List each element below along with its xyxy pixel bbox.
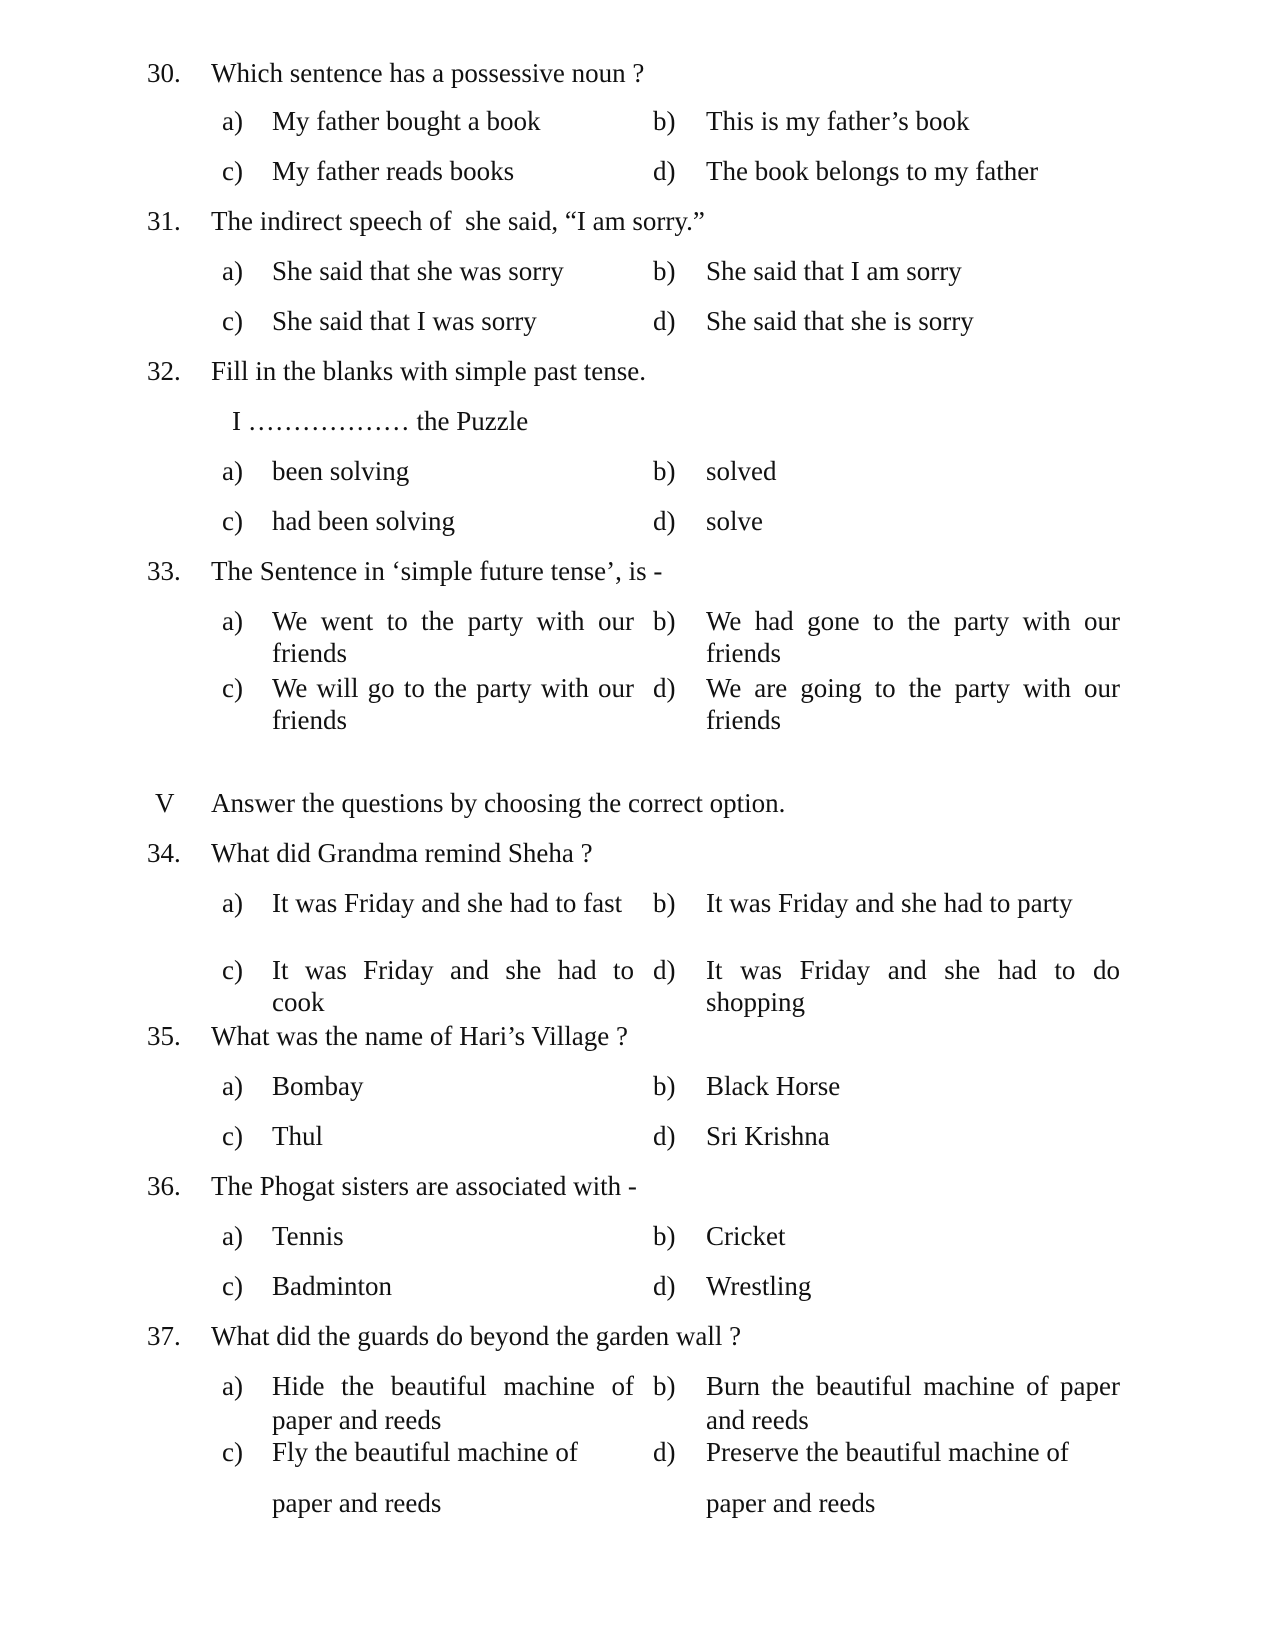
option-a-text: My father bought a book — [272, 106, 541, 136]
option-c-label: c) — [222, 673, 243, 703]
option-b-text: We had gone to the party with our friends — [706, 606, 1120, 669]
option-c-text-continued: paper and reeds — [272, 1488, 442, 1518]
section-instruction: Answer the questions by choosing the correct option. — [211, 788, 786, 818]
option-d-label: d) — [653, 306, 676, 336]
question-number: 32. — [147, 356, 181, 386]
option-c-text: It was Friday and she had to cook — [272, 955, 634, 1018]
section-number: V — [155, 788, 175, 818]
option-b-label: b) — [653, 888, 676, 918]
option-c-label: c) — [222, 506, 243, 536]
option-d-label: d) — [653, 1271, 676, 1301]
option-b-label: b) — [653, 606, 676, 636]
option-a-label: a) — [222, 1071, 243, 1101]
option-b-text: Burn the beautiful machine of paper and reeds — [706, 1371, 1120, 1435]
question-number: 37. — [147, 1321, 181, 1351]
question-text: What did the guards do beyond the garden wall ? — [211, 1321, 742, 1351]
option-c-label: c) — [222, 1437, 243, 1467]
option-b-label: b) — [653, 1371, 676, 1401]
option-b-label: b) — [653, 1071, 676, 1101]
question-number: 36. — [147, 1171, 181, 1201]
option-c-text: My father reads books — [272, 156, 515, 186]
question-number: 33. — [147, 556, 181, 586]
option-d-text: We are going to the party with our friends — [706, 673, 1120, 736]
option-b-label: b) — [653, 256, 676, 286]
option-b-label: b) — [653, 1221, 676, 1251]
option-d-label: d) — [653, 156, 676, 186]
option-d-text: It was Friday and she had to do shopping — [706, 955, 1120, 1018]
option-b-text: Cricket — [706, 1221, 786, 1251]
option-b-label: b) — [653, 456, 676, 486]
option-a-text: Tennis — [272, 1221, 344, 1251]
option-a-label: a) — [222, 256, 243, 286]
option-a-text: Hide the beautiful machine of paper and reeds — [272, 1371, 634, 1435]
option-b-text: It was Friday and she had to party — [706, 888, 1073, 918]
option-c-text: Fly the beautiful machine of — [272, 1437, 578, 1467]
option-c-text: Thul — [272, 1121, 323, 1151]
option-a-text: We went to the party with our friends — [272, 606, 634, 669]
option-d-text: Sri Krishna — [706, 1121, 830, 1151]
option-c-text: had been solving — [272, 506, 455, 536]
question-text: The Phogat sisters are associated with - — [211, 1171, 637, 1201]
option-a-label: a) — [222, 106, 243, 136]
option-c-text: Badminton — [272, 1271, 392, 1301]
question-text: Which sentence has a possessive noun ? — [211, 58, 645, 88]
option-d-text-continued: paper and reeds — [706, 1488, 876, 1518]
option-b-text: This is my father’s book — [706, 106, 970, 136]
question-number: 35. — [147, 1021, 181, 1051]
option-d-label: d) — [653, 1437, 676, 1467]
question-text: What did Grandma remind Sheha ? — [211, 838, 593, 868]
option-d-label: d) — [653, 1121, 676, 1151]
option-a-label: a) — [222, 1371, 243, 1401]
option-d-label: d) — [653, 673, 676, 703]
question-number: 31. — [147, 206, 181, 236]
option-c-label: c) — [222, 1271, 243, 1301]
option-b-text: Black Horse — [706, 1071, 841, 1101]
option-a-text: It was Friday and she had to fast — [272, 888, 623, 918]
option-b-text: She said that I am sorry — [706, 256, 962, 286]
option-a-text: been solving — [272, 456, 410, 486]
option-c-label: c) — [222, 156, 243, 186]
option-d-text: Preserve the beautiful machine of — [706, 1437, 1069, 1467]
option-d-label: d) — [653, 506, 676, 536]
option-a-label: a) — [222, 1221, 243, 1251]
option-c-text: We will go to the party with our friends — [272, 673, 634, 736]
option-c-label: c) — [222, 1121, 243, 1151]
option-c-label: c) — [222, 955, 243, 985]
question-text: What was the name of Hari’s Village ? — [211, 1021, 628, 1051]
option-d-text: solve — [706, 506, 763, 536]
option-a-label: a) — [222, 456, 243, 486]
option-c-label: c) — [222, 306, 243, 336]
option-d-label: d) — [653, 955, 676, 985]
option-c-text: She said that I was sorry — [272, 306, 537, 336]
option-a-label: a) — [222, 888, 243, 918]
option-d-text: The book belongs to my father — [706, 156, 1039, 186]
question-text: Fill in the blanks with simple past tense. — [211, 356, 646, 386]
question-text: The Sentence in ‘simple future tense’, is - — [211, 556, 663, 586]
option-b-text: solved — [706, 456, 777, 486]
option-d-text: She said that she is sorry — [706, 306, 974, 336]
option-a-text: She said that she was sorry — [272, 256, 564, 286]
question-number: 34. — [147, 838, 181, 868]
fill-in-blank-prompt: I ……………… the Puzzle — [232, 406, 529, 436]
option-b-label: b) — [653, 106, 676, 136]
option-a-label: a) — [222, 606, 243, 636]
question-text: The indirect speech of she said, “I am sorry.” — [211, 206, 705, 236]
option-a-text: Bombay — [272, 1071, 364, 1101]
question-number: 30. — [147, 58, 181, 88]
option-d-text: Wrestling — [706, 1271, 812, 1301]
